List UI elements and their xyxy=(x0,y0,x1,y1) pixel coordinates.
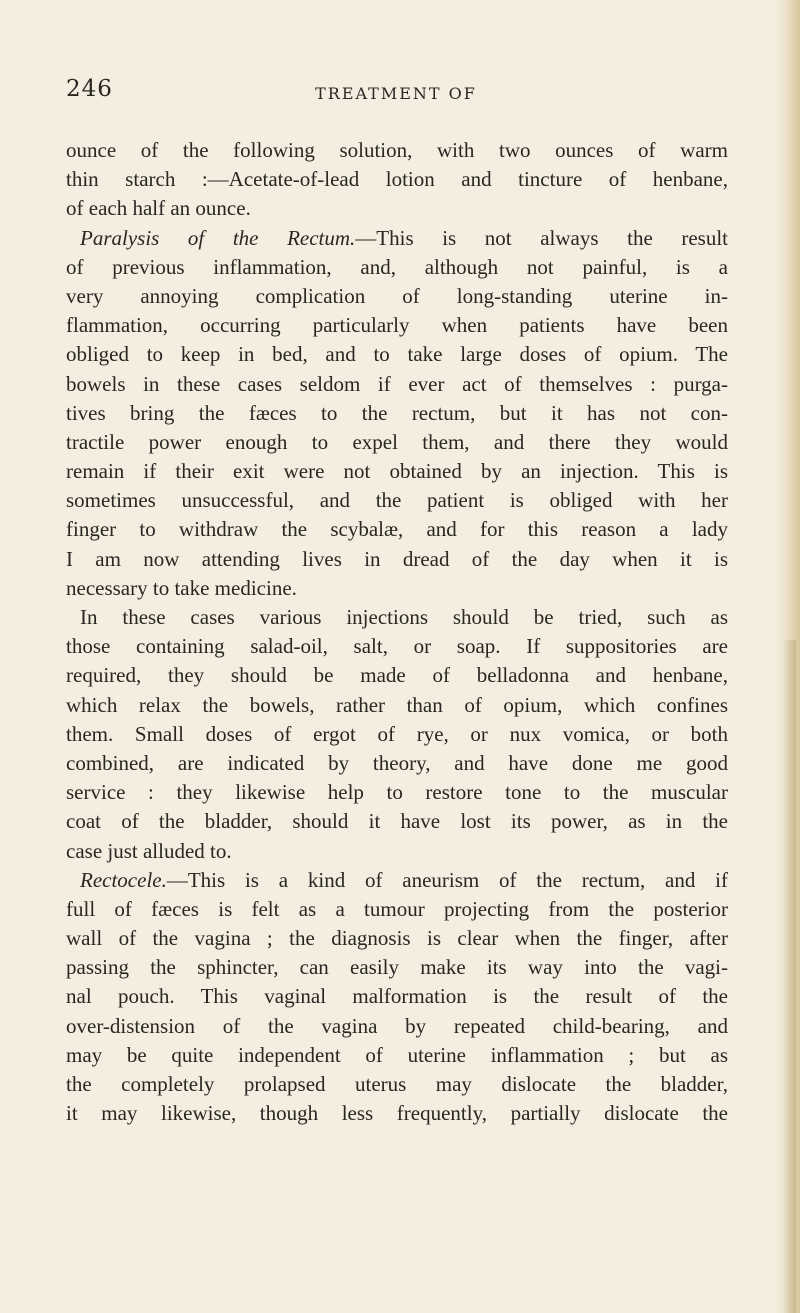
line-text: them. Small doses of ergot of rye, or nux vomica, or both xyxy=(66,721,728,746)
line-text: nal pouch. This vaginal malformation is the result of the xyxy=(66,984,728,1009)
body-text xyxy=(66,136,728,1128)
line-text: may be quite independent of uterine inflammation ; but as xyxy=(66,1042,728,1067)
text-line xyxy=(66,486,728,515)
text-line xyxy=(66,924,728,953)
line-text: —This is not always the result xyxy=(355,225,728,250)
line-text: finger to withdraw the scybalæ, and for this reason a lady xyxy=(66,517,728,542)
text-line xyxy=(66,749,728,778)
text-line xyxy=(66,866,728,895)
text-line xyxy=(66,224,728,253)
line-text: over-distension of the vagina by repeated child-bearing, and xyxy=(66,1013,728,1038)
text-line xyxy=(66,837,728,866)
line-text: coat of the bladder, should it have lost its power, as in the xyxy=(66,809,728,834)
text-line xyxy=(66,603,728,632)
text-line xyxy=(66,428,728,457)
line-text: thin starch :—Acetate-of-lead lotion and tincture of henbane, xyxy=(66,167,728,192)
text-line xyxy=(66,165,728,194)
text-line xyxy=(66,1070,728,1099)
line-text: which relax the bowels, rather than of opium, which confines xyxy=(66,692,728,717)
text-line xyxy=(66,895,728,924)
line-text: wall of the vagina ; the diagnosis is clear when the finger, after xyxy=(66,926,728,951)
text-line xyxy=(66,194,728,223)
page-header xyxy=(66,76,726,108)
text-line xyxy=(66,340,728,369)
text-line xyxy=(66,982,728,1011)
line-text: passing the sphincter, can easily make its way into the vagi- xyxy=(66,955,728,980)
line-text: of previous inflammation, and, although not painful, is a xyxy=(66,254,728,279)
page-number: 246 xyxy=(66,76,113,102)
line-text: very annoying complication of long-standing uterine in- xyxy=(66,283,728,308)
text-line xyxy=(66,574,728,603)
text-line xyxy=(66,136,728,165)
running-head: TREATMENT OF xyxy=(315,84,477,103)
line-text: combined, are indicated by theory, and have done me good xyxy=(66,750,728,775)
text-line xyxy=(66,807,728,836)
section-heading: Paralysis of the Rectum. xyxy=(80,225,356,250)
line-text: I am now attending lives in dread of the day when it is xyxy=(66,546,728,571)
line-text: it may likewise, though less frequently, partially dislocate the xyxy=(66,1101,728,1126)
line-text: In these cases various injections should be tried, such as xyxy=(80,605,728,629)
line-text: tractile power enough to expel them, and there they would xyxy=(66,429,728,454)
text-line xyxy=(66,1041,728,1070)
line-text: service : they likewise help to restore tone to the muscular xyxy=(66,780,728,805)
line-text: case just alluded to. xyxy=(66,838,232,863)
line-text: required, they should be made of belladonna and henbane, xyxy=(66,663,728,688)
line-text: —This is a kind of aneurism of the rectum, and if xyxy=(166,867,728,892)
line-text: necessary to take medicine. xyxy=(66,575,297,600)
text-line xyxy=(66,282,728,311)
line-text: of each half an ounce. xyxy=(66,196,251,221)
line-text: the completely prolapsed uterus may dislocate the bladder, xyxy=(66,1072,728,1096)
text-line xyxy=(66,953,728,982)
text-line xyxy=(66,1099,728,1128)
line-text: tives bring the fæces to the rectum, but it has not con- xyxy=(66,400,728,425)
line-text: remain if their exit were not obtained by an injection. This is xyxy=(66,459,728,484)
text-line xyxy=(66,632,728,661)
text-line xyxy=(66,661,728,690)
section-heading: Rectocele. xyxy=(80,867,167,892)
text-line xyxy=(66,311,728,340)
line-text: sometimes unsuccessful, and the patient is obliged with her xyxy=(66,488,728,513)
line-text: bowels in these cases seldom if ever act of themselves : purga- xyxy=(66,371,728,396)
line-text: ounce of the following solution, with two ounces of warm xyxy=(66,138,728,162)
line-text: full of fæces is felt as a tumour projecting from the posterior xyxy=(66,896,728,921)
text-line xyxy=(66,720,728,749)
text-line xyxy=(66,457,728,486)
text-line xyxy=(66,691,728,720)
text-line xyxy=(66,515,728,544)
text-line xyxy=(66,545,728,574)
line-text: obliged to keep in bed, and to take large doses of opium. The xyxy=(66,342,728,367)
text-line xyxy=(66,370,728,399)
text-line xyxy=(66,253,728,282)
text-line xyxy=(66,1012,728,1041)
page-edge-shadow xyxy=(782,640,796,1313)
text-line xyxy=(66,778,728,807)
line-text: flammation, occurring particularly when patients have been xyxy=(66,313,728,338)
text-line xyxy=(66,399,728,428)
line-text: those containing salad-oil, salt, or soap. If suppositories are xyxy=(66,634,728,659)
